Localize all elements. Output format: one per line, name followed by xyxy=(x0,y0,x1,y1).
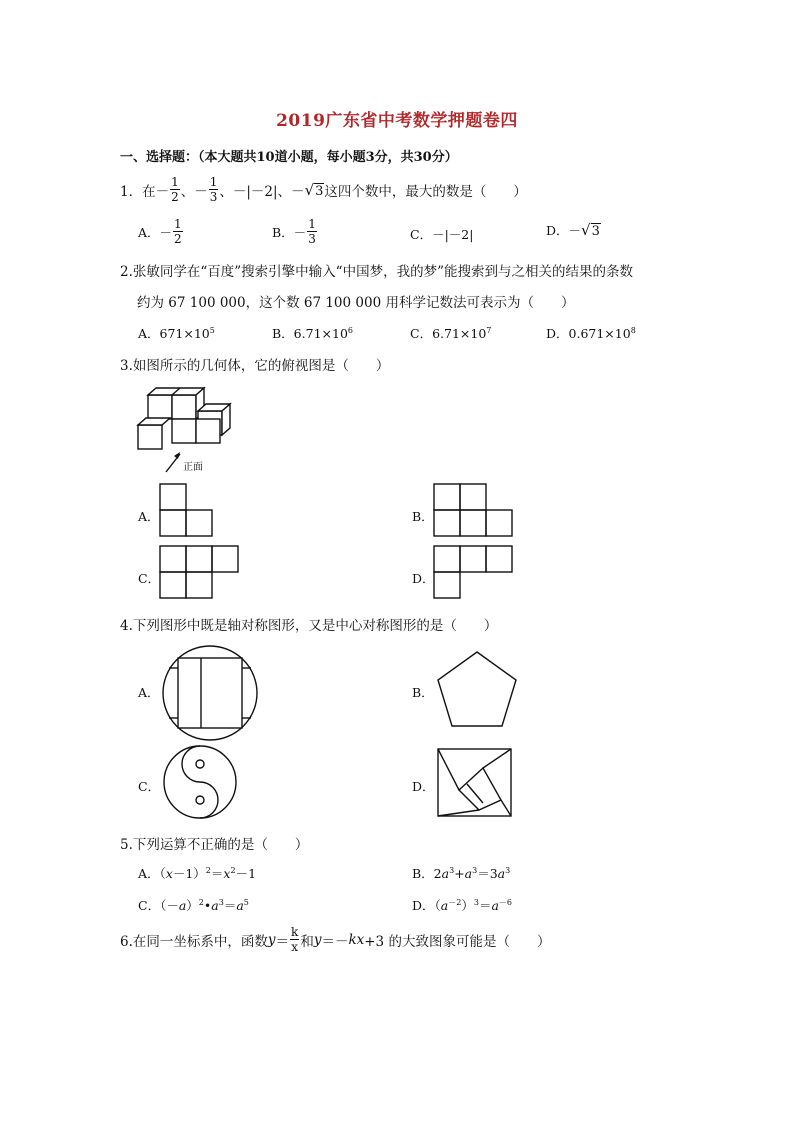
q1-option-b-fraction xyxy=(307,218,317,245)
q5-d-v2: a xyxy=(491,898,499,913)
q5-a-rest: －1） xyxy=(172,866,206,881)
q6-fraction xyxy=(290,926,299,953)
q1-fraction-2 xyxy=(209,176,219,203)
q6-y2: y xyxy=(313,931,322,948)
q5-a-tail: －1 xyxy=(235,866,257,881)
q5-option-b xyxy=(412,864,510,882)
q5-option-a xyxy=(138,864,256,882)
question-4: 4.下列图形中既是轴对称图形，又是中心对称图形的是（ ） xyxy=(120,618,498,634)
q5-b-eq: ＝3 xyxy=(477,866,498,881)
q1-mid: 、－|－2|、－ xyxy=(219,183,305,200)
q5-b-e2: 3 xyxy=(472,865,478,875)
q5-d-e3: －6 xyxy=(498,897,512,907)
q1-option-a-num: 1 xyxy=(174,217,182,231)
q4-option-b-pentagon xyxy=(436,650,520,730)
q1-sqrt-arg: 3 xyxy=(315,183,324,199)
q5-a-label: A．（ xyxy=(138,866,166,881)
q2-option-d-exp: 8 xyxy=(630,325,636,335)
q4-option-a-label: A． xyxy=(138,685,160,700)
q5-a-var2: x xyxy=(223,866,231,881)
q1-sep1: 、－ xyxy=(180,183,208,200)
q5-c-v3: a xyxy=(236,898,244,913)
q5-b-v2: a xyxy=(464,866,473,881)
q4-option-d-figure xyxy=(437,748,513,818)
q1-option-d-arg: 3 xyxy=(591,224,600,239)
q1-sqrt xyxy=(305,181,325,199)
q1-option-b-label: B．－ xyxy=(272,224,307,240)
q5-c-dot: • xyxy=(203,898,212,913)
q4-option-c-yinyang-icon xyxy=(163,745,239,821)
q1-option-d xyxy=(546,221,601,239)
q6-and: 和 xyxy=(300,933,314,950)
q5-a-var: x xyxy=(165,866,173,881)
question-2-line-2: 约为 67 100 000，这个数 67 100 000 用科学记数法可表示为（ ） xyxy=(137,295,575,311)
q5-c-e2: 3 xyxy=(218,897,224,907)
sqrt-symbol-icon: √ xyxy=(581,221,591,239)
section-heading: 一、选择题：（本大题共10道小题，每小题3分，共30分） xyxy=(120,150,458,165)
q5-c-v1: a xyxy=(178,898,187,913)
q2-option-a xyxy=(138,324,215,342)
question-6 xyxy=(120,926,550,953)
q2-option-c-exp: 7 xyxy=(486,325,492,335)
page-title: 2019广东省中考数学押题卷四 xyxy=(276,111,518,131)
q1-f1-den: 2 xyxy=(171,190,179,204)
q5-b-e3: 3 xyxy=(505,865,511,875)
q6-y1: y xyxy=(267,931,276,948)
q5-b-e1: 3 xyxy=(449,865,455,875)
q3-option-d-figure xyxy=(434,546,514,600)
q2-option-a-exp: 5 xyxy=(209,325,215,335)
q1-f1-num: 1 xyxy=(171,175,179,189)
q1-option-b-den: 3 xyxy=(308,232,316,246)
q2-option-b-text: B．6.71×10 xyxy=(272,326,348,341)
q3-option-b-label: B． xyxy=(412,509,434,524)
q5-d-label: D．（ xyxy=(412,898,441,913)
q1-f2-num: 1 xyxy=(209,175,218,189)
q3-option-b-figure xyxy=(434,484,514,538)
q3-option-d-label: D． xyxy=(412,571,435,586)
q1-f2-den: 3 xyxy=(209,190,218,204)
q3-option-a-figure xyxy=(160,484,214,538)
question-3: 3.如图所示的几何体，它的俯视图是（ ） xyxy=(120,358,390,374)
q5-c-close: ） xyxy=(186,898,199,913)
q2-option-d-text: D．0.671×10 xyxy=(546,326,631,341)
question-2-line-1: 2.张敏同学在“百度”搜索引擎中输入“中国梦，我的梦”能搜索到与之相关的结果的条数 xyxy=(120,264,633,280)
q6-suffix: +3 的大致图象可能是（ ） xyxy=(364,933,551,950)
q5-c-label: C．（－ xyxy=(138,898,179,913)
q6-frac-num: k xyxy=(291,925,299,939)
q3-front-label: 正面 xyxy=(183,462,203,473)
q1-option-b xyxy=(272,218,318,245)
q5-a-exp2: 2 xyxy=(230,865,236,875)
q1-suffix: 这四个数中，最大的数是（ ） xyxy=(324,183,527,200)
q5-d-e2: 3 xyxy=(473,897,479,907)
q5-option-c xyxy=(138,896,249,914)
q1-option-a-fraction xyxy=(173,218,183,245)
q3-option-c-figure xyxy=(160,546,240,600)
q1-option-d-label: D．－ xyxy=(546,223,582,238)
q5-d-v1: a xyxy=(440,898,449,913)
q6-prefix: 6.在同一坐标系中，函数 xyxy=(120,933,268,950)
question-1 xyxy=(120,176,527,203)
q1-option-a-label: A．－ xyxy=(138,224,173,240)
q5-d-close: ） xyxy=(461,898,474,913)
q3-option-c-label: C． xyxy=(138,571,161,586)
q4-option-c-label: C． xyxy=(138,779,161,794)
q6-eq1: ＝ xyxy=(275,933,290,950)
q1-option-d-sqrt xyxy=(581,221,601,239)
q2-option-b xyxy=(272,324,353,342)
q1-option-a-den: 2 xyxy=(174,232,182,246)
q1-option-a xyxy=(138,218,184,245)
q1-fraction-1 xyxy=(170,176,180,203)
q2-option-d xyxy=(546,324,636,342)
q3-option-a-label: A． xyxy=(138,509,160,524)
q4-option-d-label: D． xyxy=(412,779,435,794)
q4-option-b-label: B． xyxy=(412,685,434,700)
q2-option-c-text: C．6.71×10 xyxy=(410,326,487,341)
q2-option-a-text: A．671×10 xyxy=(138,326,210,341)
q6-eq2: ＝－ xyxy=(321,933,349,950)
q2-option-c xyxy=(410,324,491,342)
q5-b-v3: a xyxy=(497,866,506,881)
q5-b-label: B．2 xyxy=(412,866,442,881)
q5-d-e1: －2 xyxy=(448,897,462,907)
q1-option-c: C．－|－2| xyxy=(410,227,474,242)
question-5: 5.下列运算不正确的是（ ） xyxy=(120,837,309,853)
sqrt-symbol-icon: √ xyxy=(304,180,315,199)
q6-frac-den: x xyxy=(291,940,299,954)
q2-option-b-exp: 6 xyxy=(347,325,353,335)
q5-c-v2: a xyxy=(211,898,219,913)
q5-c-e3: 5 xyxy=(243,897,249,907)
q6-kx: kx xyxy=(348,931,365,948)
q5-a-eq: ＝ xyxy=(210,866,224,881)
q5-c-eq: ＝ xyxy=(223,898,237,913)
q4-option-a-figure xyxy=(162,645,258,741)
q5-b-v1: a xyxy=(441,866,450,881)
q5-c-e1: 2 xyxy=(198,897,204,907)
q5-b-plus: + xyxy=(454,866,465,881)
q1-prefix: 1．在－ xyxy=(120,183,170,200)
q5-a-exp: 2 xyxy=(205,865,211,875)
q1-option-b-num: 1 xyxy=(308,217,316,231)
q5-option-d xyxy=(412,896,512,914)
q5-d-eq: ＝ xyxy=(478,898,492,913)
